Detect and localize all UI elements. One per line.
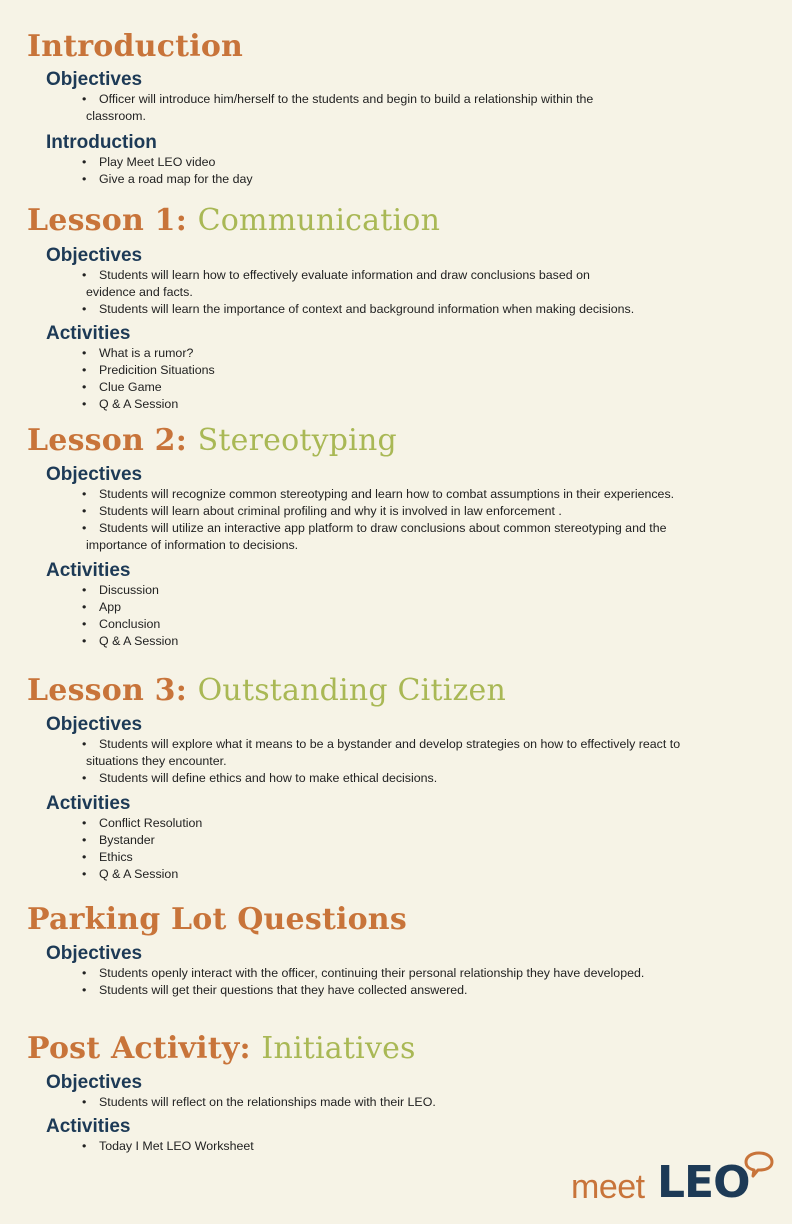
- section-title: Lesson 3: Outstanding Citizen: [27, 673, 506, 708]
- objectives-heading: Objectives: [46, 1072, 143, 1093]
- objectives-heading: Objectives: [46, 943, 143, 964]
- list-item-continuation: situations they encounter.: [86, 754, 227, 768]
- list-item: • Students will get their questions that they have collected answered.: [99, 982, 772, 999]
- section-title: Post Activity: Initiatives: [27, 1031, 416, 1066]
- list-item: • Discussion: [99, 582, 772, 599]
- list-item: • Students will utilize an interactive app platform to draw conclusions about common stereotyping and the: [99, 520, 772, 537]
- list-item-continuation: importance of information to decisions.: [86, 538, 299, 552]
- objectives-heading: Objectives: [46, 245, 143, 266]
- activities-list: [27, 815, 772, 883]
- activities-list: [27, 345, 772, 413]
- objectives-list: [27, 267, 772, 318]
- logo-leo-text: LEO: [657, 1157, 750, 1208]
- list-item: • Give a road map for the day: [99, 171, 772, 188]
- section-lesson-1: [27, 204, 772, 413]
- objectives-heading: Objectives: [46, 714, 143, 735]
- logo-meet-text: meet: [571, 1168, 645, 1206]
- introduction-heading: Introduction: [46, 132, 157, 153]
- activities-heading: Activities: [46, 323, 131, 344]
- activities-heading: Activities: [46, 560, 131, 581]
- list-item: • Bystander: [99, 832, 772, 849]
- list-item: • Officer will introduce him/herself to the students and begin to build a relationship within the: [99, 91, 772, 108]
- section-title: Parking Lot Questions: [27, 902, 407, 937]
- list-item: • Students will learn how to effectively evaluate information and draw conclusions based on: [99, 267, 772, 284]
- list-item: • Students will learn about criminal profiling and why it is involved in law enforcement .: [99, 503, 772, 520]
- list-item: • Ethics: [99, 849, 772, 866]
- list-item: • Predicition Situations: [99, 362, 772, 379]
- objectives-list: [27, 1094, 772, 1111]
- list-item: • Students will recognize common stereotyping and learn how to combat assumptions in their experiences.: [99, 486, 772, 503]
- section-title: Introduction: [27, 29, 244, 64]
- section-parking-lot: [27, 903, 772, 999]
- list-item: • Students openly interact with the officer, continuing their personal relationship they have developed.: [99, 965, 772, 982]
- list-item: • Students will explore what it means to be a bystander and develop strategies on how to effectively react to: [99, 736, 772, 753]
- list-item: • Q & A Session: [99, 396, 772, 413]
- list-item: • What is a rumor?: [99, 345, 772, 362]
- list-item: • Clue Game: [99, 379, 772, 396]
- list-item: • Students will define ethics and how to make ethical decisions.: [99, 770, 772, 787]
- section-lesson-2: [27, 424, 772, 650]
- list-item: • Conflict Resolution: [99, 815, 772, 832]
- objectives-list: [27, 965, 772, 999]
- objectives-list: [27, 486, 772, 554]
- activities-list: [27, 582, 772, 650]
- list-item: • Q & A Session: [99, 633, 772, 650]
- list-item: • App: [99, 599, 772, 616]
- section-post-activity: [27, 1032, 772, 1155]
- introduction-list: [27, 154, 772, 188]
- meetleo-logo: [571, 1150, 781, 1210]
- list-item-continuation: evidence and facts.: [86, 285, 193, 299]
- list-item: • Today I Met LEO Worksheet: [99, 1138, 772, 1155]
- objectives-list: [27, 91, 772, 125]
- list-item: • Conclusion: [99, 616, 772, 633]
- activities-heading: Activities: [46, 793, 131, 814]
- objectives-list: [27, 736, 772, 787]
- list-item-continuation: classroom.: [86, 109, 146, 123]
- section-lesson-3: [27, 674, 772, 883]
- objectives-heading: Objectives: [46, 69, 143, 90]
- section-title: Lesson 1: Communication: [27, 203, 441, 238]
- section-introduction: [27, 30, 772, 188]
- list-item: • Q & A Session: [99, 866, 772, 883]
- list-item: • Students will learn the importance of context and background information when making decisions.: [99, 301, 772, 318]
- section-title: Lesson 2: Stereotyping: [27, 423, 397, 458]
- objectives-heading: Objectives: [46, 464, 143, 485]
- speech-bubble-icon: [743, 1150, 775, 1180]
- list-item: • Play Meet LEO video: [99, 154, 772, 171]
- activities-heading: Activities: [46, 1116, 131, 1137]
- list-item: • Students will reflect on the relationships made with their LEO.: [99, 1094, 772, 1111]
